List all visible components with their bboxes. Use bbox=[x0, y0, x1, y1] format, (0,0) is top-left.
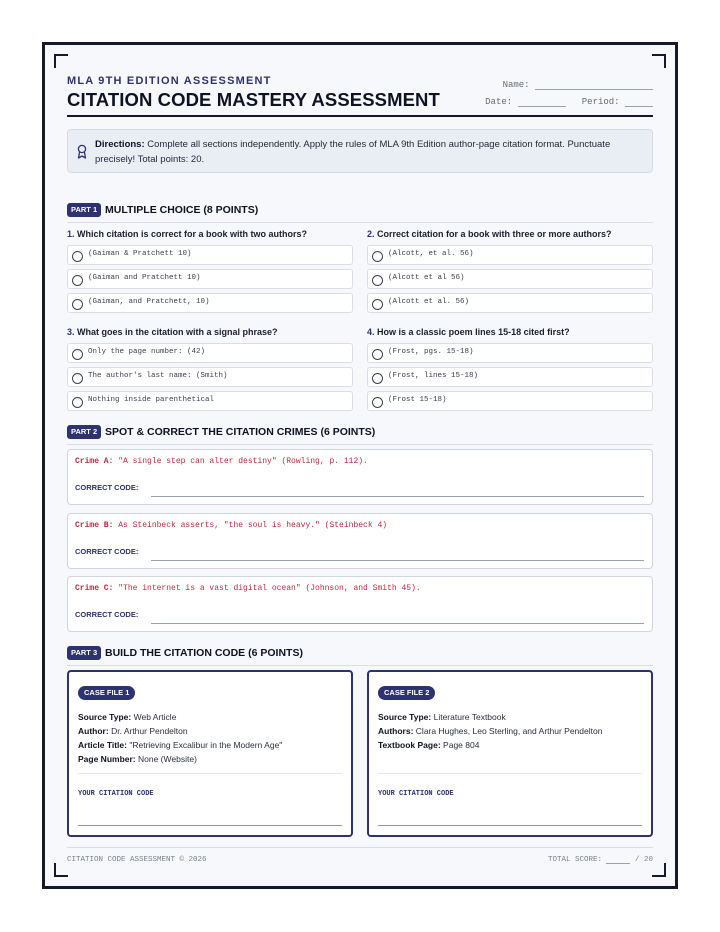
total-score bbox=[548, 856, 653, 864]
option-text: Only the page number: (42) bbox=[88, 348, 206, 356]
option-text: (Gaiman, and Pratchett, 10) bbox=[88, 298, 210, 306]
answer-option[interactable] bbox=[367, 245, 653, 265]
case-detail-row bbox=[78, 724, 348, 738]
detail-value: "Retrieving Excalibur in the Modern Age" bbox=[129, 740, 283, 750]
radio-button[interactable] bbox=[372, 251, 383, 262]
part-3-title: BUILD THE CITATION CODE (6 POINTS) bbox=[105, 647, 303, 659]
case-file-1-card bbox=[67, 670, 353, 837]
case-detail-row bbox=[78, 752, 348, 766]
case-file-details bbox=[78, 710, 348, 766]
radio-button[interactable] bbox=[372, 397, 383, 408]
option-text: (Gaiman and Pratchett 10) bbox=[88, 274, 201, 282]
corner-mark-top-left bbox=[54, 54, 68, 68]
period-label: Period: bbox=[581, 97, 620, 107]
correct-code-answer-line[interactable] bbox=[151, 623, 644, 624]
detail-value: Clara Hughes, Leo Sterling, and Arthur Pendelton bbox=[415, 726, 603, 736]
directions-text bbox=[95, 138, 645, 167]
corner-mark-top-right bbox=[652, 54, 666, 68]
question-text: How is a classic poem lines 15-18 cited first? bbox=[377, 327, 570, 337]
question-text: Which citation is correct for a book with two authors? bbox=[77, 229, 308, 239]
radio-button[interactable] bbox=[72, 349, 83, 360]
case-detail-row bbox=[78, 738, 348, 752]
correct-code-label: CORRECT CODE: bbox=[75, 610, 139, 619]
detail-value: Web Article bbox=[133, 712, 177, 722]
crime-label: Crime A: bbox=[75, 457, 114, 466]
case-detail-row bbox=[378, 724, 648, 738]
citation-code-answer-line[interactable] bbox=[78, 825, 342, 826]
part-3-badge: PART 3 bbox=[67, 646, 101, 660]
score-label: TOTAL SCORE: bbox=[547, 856, 602, 864]
question-2-prompt bbox=[367, 227, 653, 241]
radio-button[interactable] bbox=[72, 275, 83, 286]
crime-citation: As Steinbeck asserts, "the soul is heavy." (Steinbeck 4) bbox=[118, 521, 388, 530]
part-2-badge: PART 2 bbox=[67, 425, 101, 439]
answer-option[interactable] bbox=[367, 269, 653, 289]
radio-button[interactable] bbox=[72, 397, 83, 408]
worksheet-page bbox=[42, 42, 678, 889]
name-label: Name: bbox=[502, 80, 530, 90]
option-text: (Alcott, et al. 56) bbox=[388, 250, 474, 258]
radio-button[interactable] bbox=[372, 373, 383, 384]
option-text: (Alcott et al. 56) bbox=[388, 298, 470, 306]
crime-label: Crime B: bbox=[75, 521, 114, 530]
question-text: What goes in the citation with a signal phrase? bbox=[77, 327, 278, 337]
question-4 bbox=[367, 325, 653, 411]
detail-value: None (Website) bbox=[138, 754, 197, 764]
correct-code-answer-line[interactable] bbox=[151, 496, 644, 497]
option-text: (Frost, pgs. 15-18) bbox=[388, 348, 474, 356]
question-number: 4. bbox=[367, 327, 375, 337]
detail-value: Literature Textbook bbox=[433, 712, 506, 722]
question-1 bbox=[67, 227, 353, 313]
answer-option[interactable] bbox=[67, 343, 353, 363]
detail-value: Page 804 bbox=[443, 740, 480, 750]
case-file-badge: CASE FILE 2 bbox=[378, 686, 435, 700]
score-blank[interactable] bbox=[606, 856, 630, 864]
crime-citation: "A single step can alter destiny" (Rowling, p. 112). bbox=[118, 457, 368, 466]
radio-button[interactable] bbox=[72, 251, 83, 262]
radio-button[interactable] bbox=[72, 299, 83, 310]
answer-option[interactable] bbox=[367, 343, 653, 363]
directions-box bbox=[67, 129, 653, 173]
case-file-details bbox=[378, 710, 648, 752]
part-2-header bbox=[67, 425, 653, 445]
radio-button[interactable] bbox=[372, 299, 383, 310]
worksheet-header bbox=[67, 67, 653, 117]
part-1-title: MULTIPLE CHOICE (8 POINTS) bbox=[105, 204, 259, 216]
answer-option[interactable] bbox=[67, 245, 353, 265]
answer-option[interactable] bbox=[67, 367, 353, 387]
crime-c-text bbox=[75, 584, 421, 593]
radio-button[interactable] bbox=[372, 275, 383, 286]
radio-button[interactable] bbox=[72, 373, 83, 384]
part-3-header bbox=[67, 646, 653, 666]
directions-body: Complete all sections independently. Apply the rules of MLA 9th Edition author-page citation format. Punctuate precisely! Total points: 20. bbox=[95, 139, 611, 165]
case-detail-row bbox=[378, 738, 648, 752]
score-total: / 20 bbox=[634, 856, 653, 864]
detail-label: Source Type: bbox=[78, 712, 132, 722]
detail-label: Authors: bbox=[378, 726, 414, 736]
citation-code-label: YOUR CITATION CODE bbox=[78, 790, 154, 798]
detail-label: Source Type: bbox=[378, 712, 432, 722]
part-2-title: SPOT & CORRECT THE CITATION CRIMES (6 POINTS) bbox=[105, 426, 376, 438]
correct-code-label: CORRECT CODE: bbox=[75, 547, 139, 556]
question-4-prompt bbox=[367, 325, 653, 339]
worksheet-content bbox=[67, 67, 653, 864]
answer-option[interactable] bbox=[367, 293, 653, 313]
question-text: Correct citation for a book with three or more authors? bbox=[377, 229, 612, 239]
question-number: 1. bbox=[67, 229, 75, 239]
case-file-2-card bbox=[367, 670, 653, 837]
name-blank[interactable] bbox=[535, 81, 653, 90]
case-file-badge: CASE FILE 1 bbox=[78, 686, 135, 700]
case-detail-row bbox=[378, 710, 648, 724]
answer-option[interactable] bbox=[67, 391, 353, 411]
citation-code-label: YOUR CITATION CODE bbox=[378, 790, 454, 798]
crime-b-card bbox=[67, 513, 653, 569]
copyright-text: CITATION CODE ASSESSMENT © 2026 bbox=[67, 856, 207, 864]
divider bbox=[78, 773, 342, 774]
crime-b-text bbox=[75, 521, 387, 530]
corner-mark-bottom-left bbox=[54, 863, 68, 877]
corner-mark-bottom-right bbox=[652, 863, 666, 877]
answer-option[interactable] bbox=[67, 293, 353, 313]
radio-button[interactable] bbox=[372, 349, 383, 360]
option-text: (Frost 15-18) bbox=[388, 396, 447, 404]
date-period-fields bbox=[485, 97, 653, 107]
answer-option[interactable] bbox=[367, 367, 653, 387]
directions-label: Directions: bbox=[95, 139, 145, 150]
part-1-badge: PART 1 bbox=[67, 203, 101, 217]
name-field[interactable] bbox=[503, 80, 653, 90]
option-text: Nothing inside parenthetical bbox=[88, 396, 215, 404]
question-3-prompt bbox=[67, 325, 353, 339]
detail-label: Article Title: bbox=[78, 740, 127, 750]
case-detail-row bbox=[78, 710, 348, 724]
detail-label: Textbook Page: bbox=[378, 740, 441, 750]
question-3 bbox=[67, 325, 353, 411]
option-text: (Frost, lines 15-18) bbox=[388, 372, 479, 380]
question-number: 3. bbox=[67, 327, 75, 337]
question-2 bbox=[367, 227, 653, 313]
worksheet-footer bbox=[67, 847, 653, 867]
option-text: The author's last name: (Smith) bbox=[88, 372, 228, 380]
correct-code-label: CORRECT CODE: bbox=[75, 483, 139, 492]
detail-value: Dr. Arthur Pendelton bbox=[111, 726, 188, 736]
question-1-prompt bbox=[67, 227, 353, 241]
crime-label: Crime C: bbox=[75, 584, 114, 593]
crime-c-card bbox=[67, 576, 653, 632]
detail-label: Author: bbox=[78, 726, 109, 736]
date-blank[interactable] bbox=[518, 98, 566, 107]
crime-citation: "The internet is a vast digital ocean" (Johnson, and Smith 45). bbox=[118, 584, 421, 593]
answer-option[interactable] bbox=[367, 391, 653, 411]
part-1-header bbox=[67, 203, 653, 223]
award-ribbon-icon bbox=[77, 144, 87, 160]
option-text: (Gaiman & Pratchett 10) bbox=[88, 250, 192, 258]
answer-option[interactable] bbox=[67, 269, 353, 289]
citation-code-answer-line[interactable] bbox=[378, 825, 642, 826]
correct-code-answer-line[interactable] bbox=[151, 560, 644, 561]
detail-label: Page Number: bbox=[78, 754, 136, 764]
assessment-supertitle: MLA 9TH EDITION ASSESSMENT bbox=[67, 75, 272, 87]
page-title: CITATION CODE MASTERY ASSESSMENT bbox=[67, 89, 440, 110]
crime-a-text bbox=[75, 457, 368, 466]
date-label: Date: bbox=[485, 97, 513, 107]
crime-a-card bbox=[67, 449, 653, 505]
question-number: 2. bbox=[367, 229, 375, 239]
divider bbox=[378, 773, 642, 774]
period-blank[interactable] bbox=[625, 98, 653, 107]
option-text: (Alcott et al 56) bbox=[388, 274, 465, 282]
